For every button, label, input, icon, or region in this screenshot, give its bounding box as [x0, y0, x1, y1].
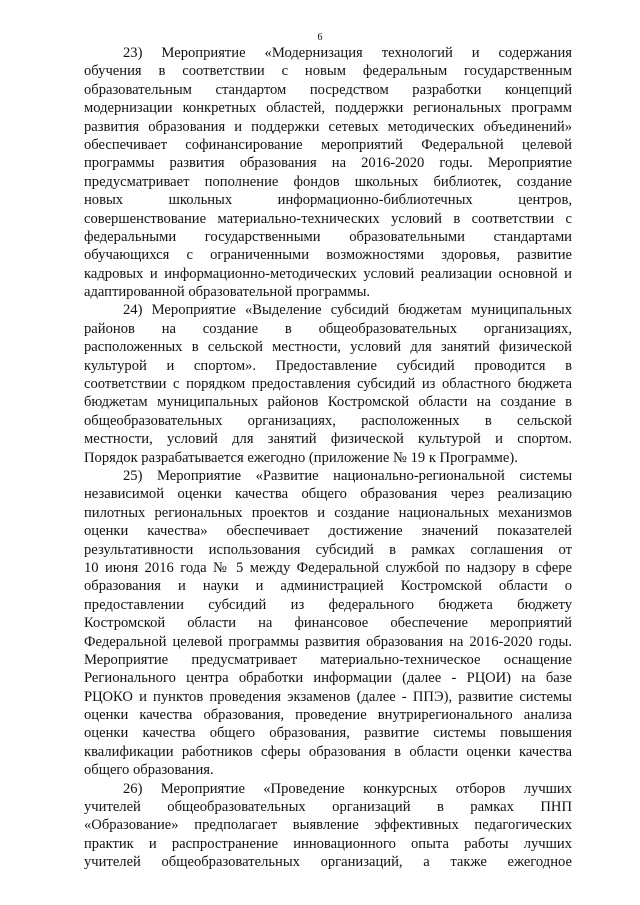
text-line: 24) Мероприятие «Выделение субсидий бюджетам муниципальных — [123, 302, 572, 319]
text-line: местности, условий для занятий физической культурой и спортом. — [84, 431, 572, 448]
paragraph — [84, 301, 572, 467]
text-line: оценки качества» обеспечивает достижение значений показателей — [84, 523, 572, 540]
text-line: квалификации работников сферы образования в области оценки качества — [84, 743, 572, 760]
text-line: обучения в соответствии с новым федеральным государственным — [84, 63, 572, 80]
text-line: общего образования. — [84, 762, 214, 779]
text-line: общеобразовательных организациях, расположенных в сельской — [84, 412, 572, 429]
text-line: культурой и спортом». Предоставление субсидий проводится в — [84, 357, 572, 374]
text-line: федеральными государственными образовательными стандартами — [84, 228, 572, 245]
text-line: Костромской области на финансовое обеспечение мероприятий — [84, 615, 572, 632]
text-line: независимой оценки качества общего образования через реализацию — [84, 486, 572, 503]
text-line: Регионального центра обработки информации (далее - РЦОИ) на базе — [84, 670, 572, 687]
text-line: Федеральной целевой программы развития образования на 2016-2020 годы. — [84, 633, 572, 650]
text-line: оценки качества общего образования, развитие системы повышения — [84, 725, 572, 742]
text-line: Мероприятие предусматривает материально-техническое оснащение — [84, 651, 572, 668]
document-body — [84, 44, 572, 872]
text-line: учителей общеобразовательных организаций, а также ежегодное — [84, 854, 572, 871]
text-line: расположенных в сельской местности, условий для занятий физической — [84, 339, 572, 356]
text-line: обучающихся с ограниченными возможностями здоровья, развитие — [84, 247, 572, 264]
text-line: результативности использования субсидий в рамках соглашения от — [84, 541, 572, 558]
page-number: 6 — [317, 32, 323, 43]
text-line: обеспечивает софинансирование мероприятий Федеральной целевой — [84, 136, 572, 153]
text-line: образовательным стандартом посредством разработки концепций — [84, 81, 572, 98]
text-line: 10 июня 2016 года № 5 между Федеральной службой по надзору в сфере — [84, 559, 572, 576]
text-line: совершенствование материально-технических условий в соответствии с — [84, 210, 572, 227]
text-line: развития образования и поддержки сетевых методических объединений» — [84, 118, 572, 135]
text-line: соответствии с порядком предоставления субсидий из областного бюджета — [84, 376, 572, 393]
text-line: практик и распространение инновационного опыта работы лучших — [84, 835, 572, 852]
text-line: оценки качества образования, проведение внутрирегионального анализа — [84, 707, 572, 724]
text-line: 23) Мероприятие «Модернизация технологий и содержания — [123, 45, 572, 61]
text-line: образования и науки и администрацией Костромской области о — [84, 578, 572, 595]
text-line: 25) Мероприятие «Развитие национально-региональной системы — [123, 467, 572, 484]
text-line: 26) Мероприятие «Проведение конкурсных отборов лучших — [123, 780, 572, 797]
text-line: программы развития образования на 2016-2020 годы. Мероприятие — [84, 155, 572, 172]
paragraph — [84, 467, 572, 780]
paragraph — [84, 780, 572, 872]
text-line: «Образование» предполагает выявление эффективных педагогических — [84, 817, 572, 834]
text-line: бюджетам муниципальных районов Костромской области на создание в — [84, 394, 572, 411]
text-line: пилотных региональных проектов и создание национальных механизмов — [84, 504, 572, 521]
text-line: кадровых и информационно-методических условий реализации основной и — [84, 265, 572, 282]
text-line: модернизации конкретных областей, поддержки региональных программ — [84, 100, 572, 117]
text-line: адаптированной образовательной программы. — [84, 284, 371, 301]
text-line: предоставлении субсидий из федерального бюджета бюджету — [84, 596, 572, 613]
text-line: районов на создание в общеобразовательных организациях, — [84, 320, 572, 337]
paragraph — [84, 44, 572, 301]
text-line: учителей общеобразовательных организаций в рамках ПНП — [84, 799, 572, 816]
text-line: РЦОКО и пунктов проведения экзаменов (далее - ППЭ), развитие системы — [84, 688, 572, 705]
text-line: Порядок разрабатывается ежегодно (приложение № 19 к Программе). — [84, 449, 518, 466]
text-line: предусматривает пополнение фондов школьных библиотек, создание — [84, 173, 572, 190]
text-line: новых школьных информационно-библиотечных центров, — [84, 192, 572, 209]
